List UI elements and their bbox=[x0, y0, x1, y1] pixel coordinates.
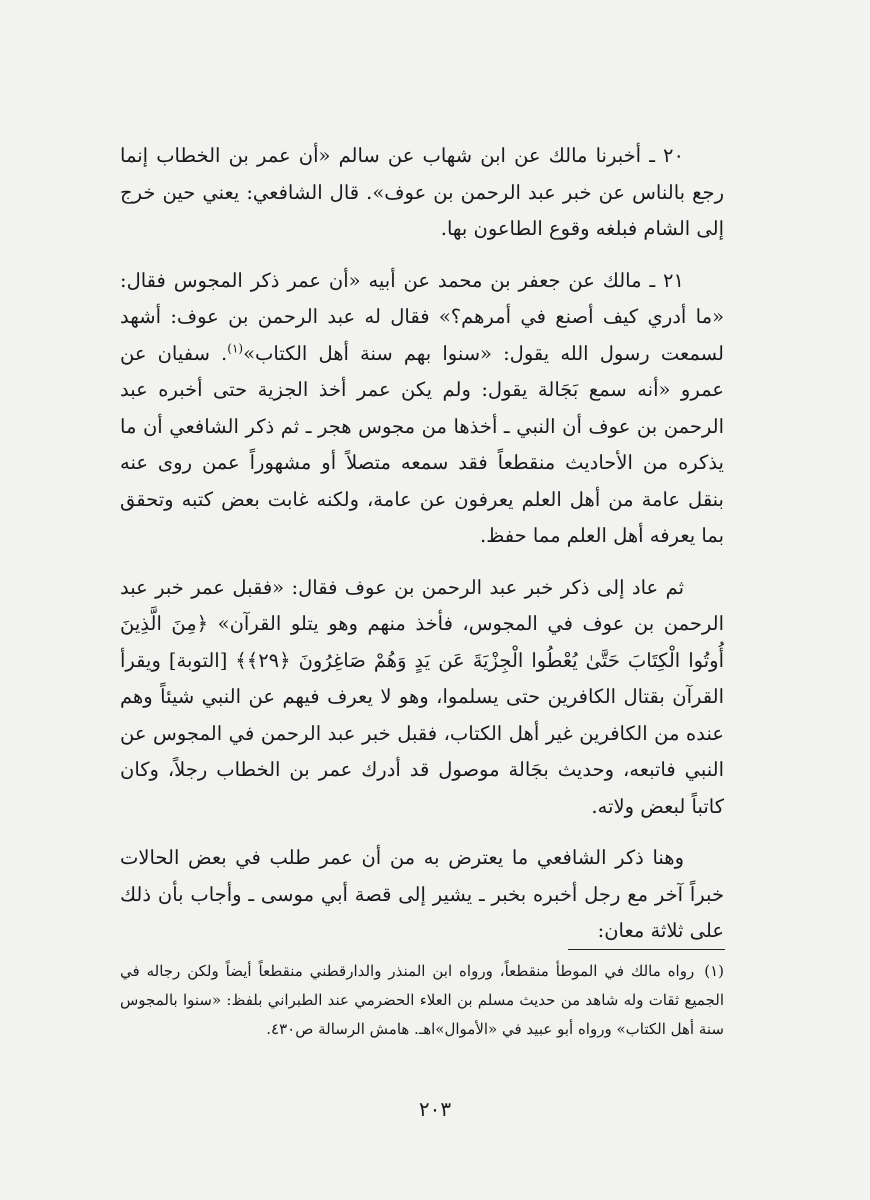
main-text bbox=[120, 138, 724, 965]
paragraph-21-text-after: . سفيان عن عمرو «أنه سمع بَجَالة يقول: ولم يكن عمر أخذ الجزية حتى أخبره عبد الرحمن بن عوف أن النبي ـ أخذها من مجوس هجر ـ ثم ذكر الشافعي أن ما يذكره من الأحاديث منقطعاً فقد سمعه متصلاً أو مشهوراً عمن روى عنه بنقل عامة من أهل العلم يعرفون عن عامة، ولكنه غابت بعض كتبه وتحقق بما يعرفه أهل العلم مما حفظ. bbox=[120, 341, 724, 547]
paragraph-shafii-objection: وهنا ذكر الشافعي ما يعترض به من أن عمر طلب في بعض الحالات خبراً آخر مع رجل أخبره بخبر ـ يشير إلى قصة أبي موسى ـ وأجاب بأن ذلك على ثلاثة معان: bbox=[120, 846, 724, 942]
footnote-number: (١) bbox=[704, 962, 724, 980]
footnote-text: رواه مالك في الموطأ منقطعاً، ورواه ابن المنذر والدارقطني منقطعاً أيضاً ولكن رجاله في الجميع ثقات وله شاهد من حديث مسلم بن العلاء الحضرمي عند الطبراني بلفظ: «سنوا بالمجوس سنة أهل الكتاب» ورواه أبو عبيد في «الأموال»اهـ. هامش الرسالة ص٤٣٠. bbox=[120, 962, 724, 1038]
footnote-divider bbox=[568, 949, 725, 950]
paragraph-umar-zoroastrians: ثم عاد إلى ذكر خبر عبد الرحمن بن عوف فقال: «فقبل عمر خبر عبد الرحمن بن عوف في المجوس، فأخذ منهم وهو يتلو القرآن» ﴿مِنَ الَّذِينَ أُوتُوا الْكِتَابَ حَتَّىٰ يُعْطُوا الْجِزْيَةَ عَن يَدٍ وَهُمْ صَاغِرُونَ ﴿٢٩﴾﴾ [التوبة] ويقرأ القرآن بقتال الكافرين حتى يسلموا، وهو لا يعرف فيهم عن النبي شيئاً وهم عنده من الكافرين غير أهل الكتاب، فقبل خبر عبد الرحمن في المجوس عن النبي فاتبعه، وحديث بجَالة موصول قد أدرك عمر بن الخطاب رجلاً، وكان كاتباً لبعض ولاته. bbox=[120, 575, 724, 818]
footnote-item bbox=[120, 957, 724, 1044]
footnote-ref[interactable]: (١) bbox=[227, 341, 244, 355]
paragraph-21 bbox=[120, 263, 724, 555]
footnotes bbox=[120, 957, 724, 1044]
page-number: ٢٠٣ bbox=[418, 1097, 452, 1121]
paragraph-21-text-before: ٢١ ـ مالك عن جعفر بن محمد عن أبيه «أن عمر ذكر المجوس فقال: «ما أدري كيف أصنع في أمرهم؟» فقال له عبد الرحمن بن عوف: أشهد لسمعت رسول الله يقول: «سنوا بهم سنة أهل الكتاب» bbox=[120, 268, 724, 365]
paragraph-20: ٢٠ ـ أخبرنا مالك عن ابن شهاب عن سالم «أن عمر بن الخطاب إنما رجع بالناس عن خبر عبد الرحمن بن عوف». قال الشافعي: يعني حين خرج إلى الشام فبلغه وقوع الطاعون بها. bbox=[120, 144, 724, 240]
